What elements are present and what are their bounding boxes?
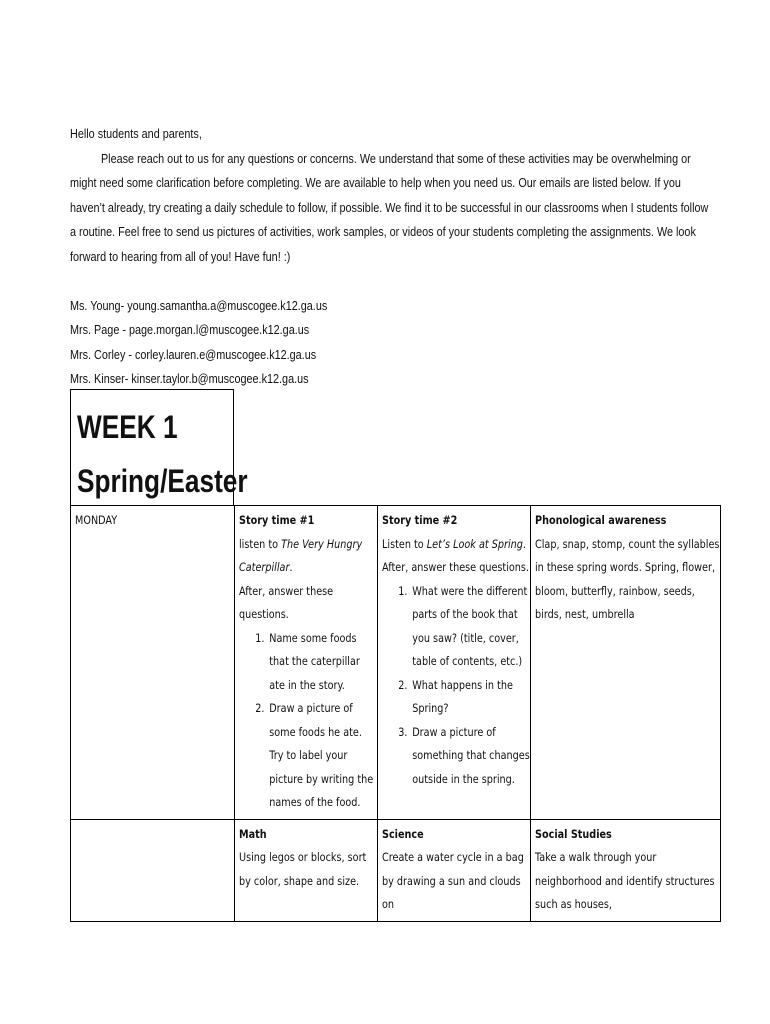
story1-book: The Very Hungry Caterpillar — [239, 536, 363, 574]
story1-cell — [235, 506, 378, 820]
letter — [70, 122, 710, 392]
week-header — [70, 389, 248, 505]
science-text: Create a water cycle in a bag by drawing a sun and clouds on — [382, 850, 524, 911]
week-theme: Spring/Easter — [77, 463, 248, 499]
story1-heading: Story time #1 — [239, 513, 315, 527]
story2-punct: . — [522, 536, 526, 551]
story1-punct: . — [289, 560, 293, 574]
social-studies-cell — [531, 819, 721, 921]
science-heading: Science — [382, 826, 424, 841]
table-row-activities — [71, 819, 721, 921]
story2-after: After, answer these questions. — [382, 560, 530, 574]
story2-intro: Listen to — [382, 536, 427, 551]
story1-after: After, answer these questions. — [239, 583, 334, 621]
contact-corley: Mrs. Corley - corley.lauren.e@muscogee.k12.ga.us — [70, 347, 317, 362]
social-studies-text: Take a walk through your neighborhood and identify structures such as houses, — [535, 850, 715, 911]
social-studies-heading: Social Studies — [535, 826, 612, 841]
contact-young: Ms. Young- young.samantha.a@muscogee.k12.ga.us — [70, 298, 328, 313]
list-item: 2. Draw a picture of some foods he ate. Try to label your picture by writing the names of the food. — [268, 697, 377, 815]
story1-intro: listen to — [239, 536, 282, 551]
story2-book: Let’s Look at Spring — [426, 536, 523, 551]
greeting: Hello students and parents, — [70, 127, 202, 141]
weekly-plan-table — [70, 505, 721, 922]
list-item: 2. What happens in the Spring? — [411, 674, 530, 721]
math-cell — [235, 819, 378, 921]
day-label: MONDAY — [75, 513, 118, 527]
day-cell — [71, 506, 235, 820]
math-heading: Math — [239, 826, 267, 841]
spacer — [70, 270, 710, 294]
list-item: 3. Draw a picture of something that changes outside in the spring. — [411, 721, 530, 792]
math-text: Using legos or blocks, sort by color, shape and size. — [239, 850, 367, 888]
story1-questions — [239, 627, 377, 815]
list-item: 1. Name some foods that the caterpillar ate in the story. — [268, 627, 377, 698]
contact-kinser: Mrs. Kinser- kinser.taylor.b@muscogee.k12.ga.us — [70, 372, 309, 387]
table-row-monday — [71, 506, 721, 820]
phonological-heading: Phonological awareness — [535, 513, 667, 527]
contact-page: Mrs. Page - page.morgan.l@muscogee.k12.ga.us — [70, 323, 310, 338]
story2-cell — [378, 506, 531, 820]
phonological-cell — [531, 506, 721, 820]
science-cell — [378, 819, 531, 921]
list-item: 1. What were the different parts of the book that you saw? (title, cover, table of contents, etc.) — [411, 580, 530, 674]
phonological-text: Clap, snap, stomp, count the syllables in these spring words. Spring, flower, bloom, butterfly, rainbow, seeds, birds, nest, umbrella — [535, 536, 720, 621]
letter-body: Please reach out to us for any questions or concerns. We understand that some of these activities may be overwhelming or might need some clarification before completing. We are available to help when you need us. Our emails are listed below. If you haven’t already, try creating a daily schedule to follow, if possible. We find it to be successful in our classrooms when I students follow a routine. Feel free to send us pictures of activities, work samples, or videos of your students completing the assignments. We look forward to hearing from all of you! Have fun! :) — [70, 151, 709, 264]
story2-questions — [382, 580, 530, 792]
empty-cell — [71, 819, 235, 921]
week-title: WEEK 1 — [77, 409, 178, 445]
contact-list — [70, 294, 710, 392]
story2-heading: Story time #2 — [382, 513, 458, 527]
